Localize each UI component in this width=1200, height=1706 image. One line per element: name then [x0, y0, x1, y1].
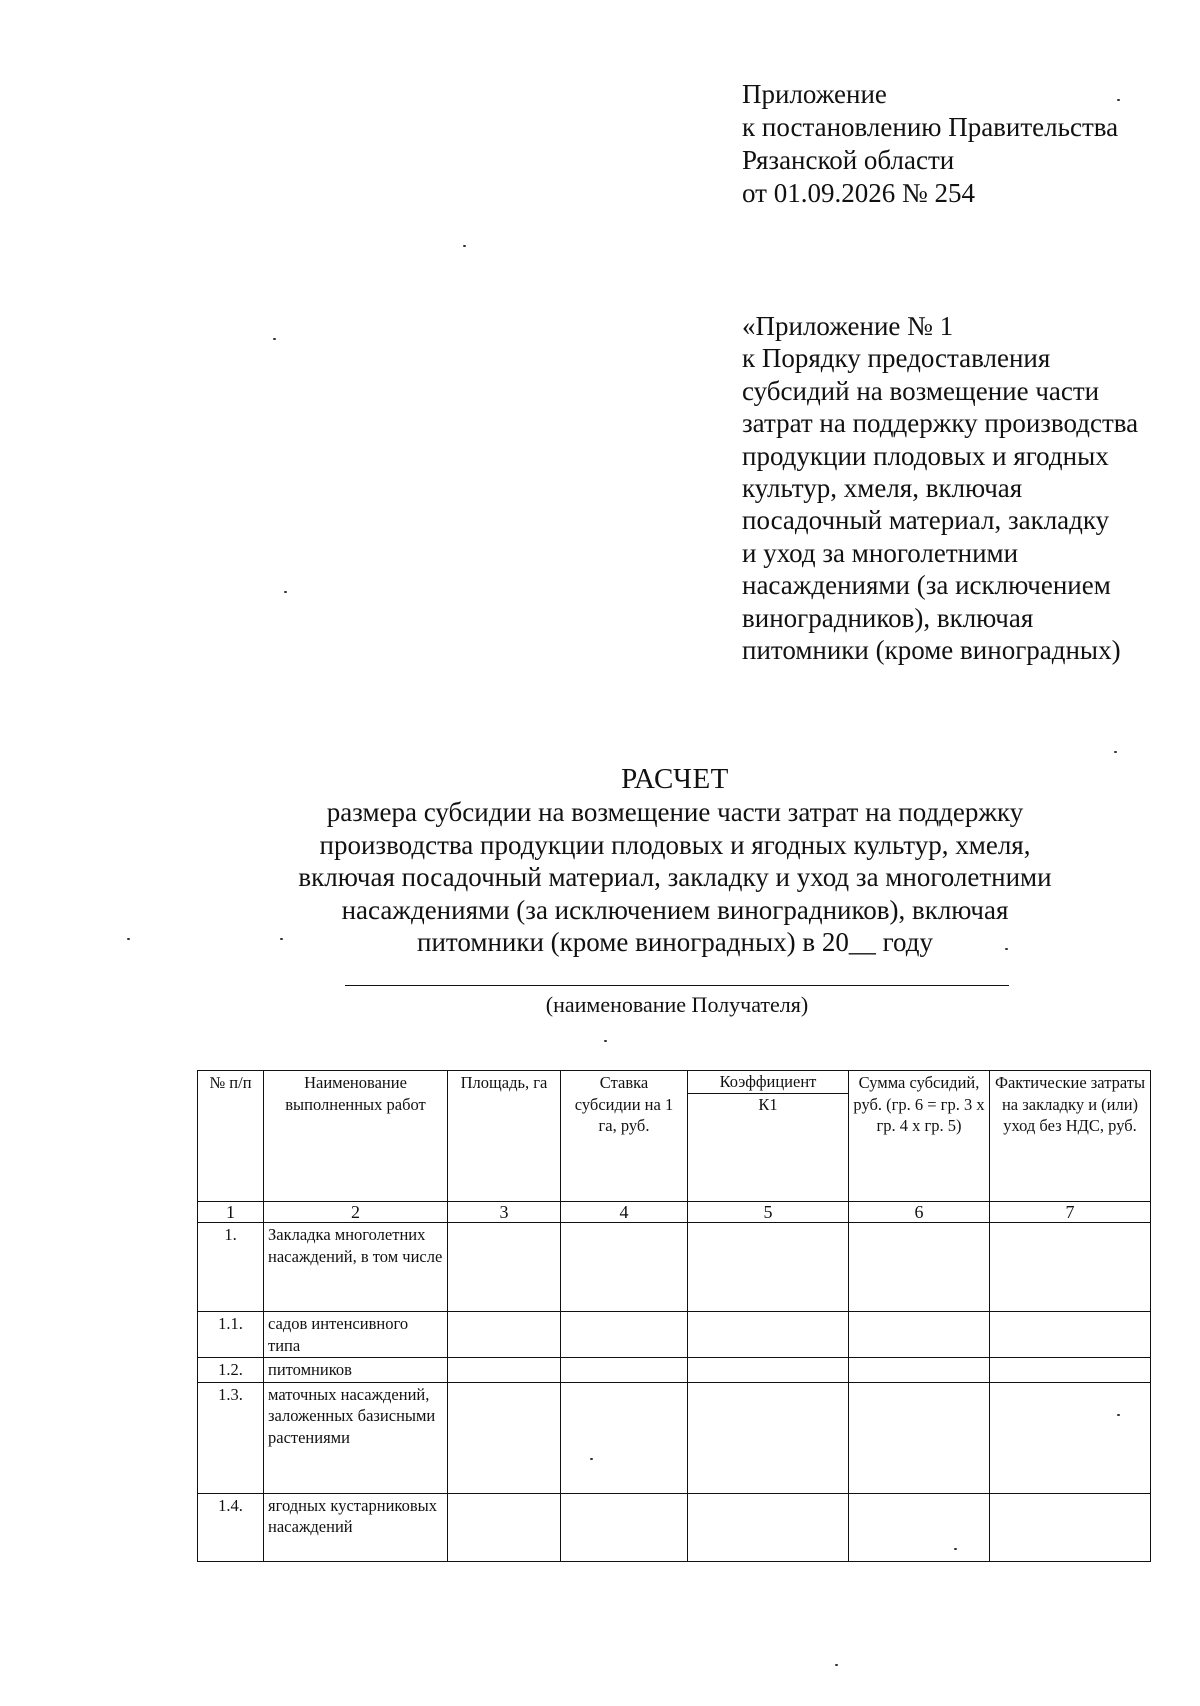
annex-order-line: питомники (кроме виноградных) [742, 635, 1121, 666]
title-line: насаждениями (за исключением виноградников), включая [341, 894, 1009, 925]
annex-order-line: насаждениями (за исключением [742, 570, 1111, 601]
scan-speck [280, 938, 283, 940]
table-row [198, 1312, 1151, 1358]
annex-order-line: субсидий на возмещение части [742, 375, 1100, 406]
cell-rate [561, 1358, 688, 1383]
cell-rate [561, 1223, 688, 1312]
annex-order-line: и уход за многолетними [742, 537, 1019, 568]
cell-actual-costs [990, 1312, 1151, 1358]
cell-rate [561, 1382, 688, 1493]
annex-order-line: продукции плодовых и ягодных [742, 440, 1109, 471]
scan-speck [604, 1040, 607, 1042]
annex-order-header [742, 310, 1138, 666]
annex-order-line: затрат на поддержку производства [742, 408, 1139, 439]
scan-speck [463, 245, 466, 247]
column-number-row [198, 1202, 1151, 1223]
header-coefficient-title: Коэффициент [688, 1071, 848, 1094]
header-actual-costs: Фактические затраты на закладку и (или) уход без НДС, руб. [990, 1071, 1151, 1202]
column-number: 4 [561, 1202, 688, 1223]
row-number: 1.4. [198, 1493, 264, 1561]
table-row [198, 1358, 1151, 1383]
cell-actual-costs [990, 1223, 1151, 1312]
scan-speck [127, 938, 130, 940]
annex-order-line: виноградников), включая [742, 602, 1034, 633]
table-row [198, 1493, 1151, 1561]
column-number: 6 [849, 1202, 990, 1223]
table-row [198, 1223, 1151, 1312]
cell-area [448, 1382, 561, 1493]
title-line: размера субсидии на возмещение части затрат на поддержку [326, 797, 1024, 827]
row-work-name: маточных насаждений, заложенных базисными растениями [264, 1382, 448, 1493]
header-name: Наименование выполненных работ [264, 1071, 448, 1202]
table-header-row [198, 1071, 1151, 1202]
scan-speck [273, 338, 276, 340]
document-title [0, 762, 1200, 959]
row-number: 1. [198, 1223, 264, 1312]
annex-line: Приложение [742, 79, 887, 109]
table-row [198, 1382, 1151, 1493]
cell-actual-costs [990, 1493, 1151, 1561]
row-work-name: Закладка многолетних насаждений, в том числе [264, 1223, 448, 1312]
column-number: 3 [448, 1202, 561, 1223]
title-heading: РАСЧЕТ [621, 763, 729, 795]
recipient-caption: (наименование Получателя) [545, 992, 809, 1017]
title-line: включая посадочный материал, закладку и уход за многолетними [298, 862, 1052, 892]
scan-speck [284, 591, 287, 593]
scan-speck [590, 1458, 593, 1460]
recipient-fill-line [345, 985, 1009, 986]
row-work-name: питомников [264, 1358, 448, 1383]
annex-order-line: культур, хмеля, включая [742, 473, 1023, 504]
cell-coefficient [688, 1223, 849, 1312]
row-number: 1.1. [198, 1312, 264, 1358]
row-work-name: садов интенсивного типа [264, 1312, 448, 1358]
row-number: 1.2. [198, 1358, 264, 1383]
cell-area [448, 1312, 561, 1358]
header-coefficient-k1: К1 [758, 1094, 778, 1114]
row-work-name: ягодных кустарниковых насаждений [264, 1493, 448, 1561]
scan-speck [1005, 948, 1008, 950]
annex-order-line: посадочный материал, закладку [742, 505, 1110, 536]
cell-actual-costs [990, 1358, 1151, 1383]
cell-sum [849, 1382, 990, 1493]
cell-coefficient [688, 1358, 849, 1383]
annex-line: Рязанской области [742, 145, 955, 175]
cell-sum [849, 1223, 990, 1312]
annex-header [742, 78, 1118, 210]
column-number: 1 [198, 1202, 264, 1223]
scan-speck [1114, 751, 1117, 753]
header-rate: Ставка субсидии на 1 га, руб. [561, 1071, 688, 1202]
header-coefficient [688, 1071, 849, 1202]
cell-sum [849, 1312, 990, 1358]
header-sum: Сумма субсидий, руб. (гр. 6 = гр. 3 х гр. 4 х гр. 5) [849, 1071, 990, 1202]
cell-area [448, 1223, 561, 1312]
cell-rate [561, 1493, 688, 1561]
scan-speck [954, 1548, 957, 1550]
scan-speck [835, 1664, 838, 1666]
header-num: № п/п [198, 1071, 264, 1202]
title-line: питомники (кроме виноградных) в 20__ году [417, 927, 933, 957]
cell-actual-costs [990, 1382, 1151, 1493]
cell-area [448, 1493, 561, 1561]
cell-area [448, 1358, 561, 1383]
annex-order-line: к Порядку предоставления [742, 343, 1051, 374]
scan-speck [1117, 99, 1120, 101]
title-line: производства продукции плодовых и ягодных культур, хмеля, [319, 829, 1031, 860]
cell-sum [849, 1358, 990, 1383]
scan-speck [1117, 1414, 1120, 1416]
cell-coefficient [688, 1382, 849, 1493]
row-number: 1.3. [198, 1382, 264, 1493]
calculation-table [197, 1070, 1151, 1562]
column-number: 5 [688, 1202, 849, 1223]
annex-line: к постановлению Правительства [742, 112, 1119, 142]
annex-order-line: «Приложение № 1 [742, 311, 954, 341]
column-number: 2 [264, 1202, 448, 1223]
header-area: Площадь, га [448, 1071, 561, 1202]
cell-rate [561, 1312, 688, 1358]
cell-sum [849, 1493, 990, 1561]
cell-coefficient [688, 1312, 849, 1358]
column-number: 7 [990, 1202, 1151, 1223]
annex-date-number: от 01.09.2026 № 254 [742, 178, 975, 208]
cell-coefficient [688, 1493, 849, 1561]
